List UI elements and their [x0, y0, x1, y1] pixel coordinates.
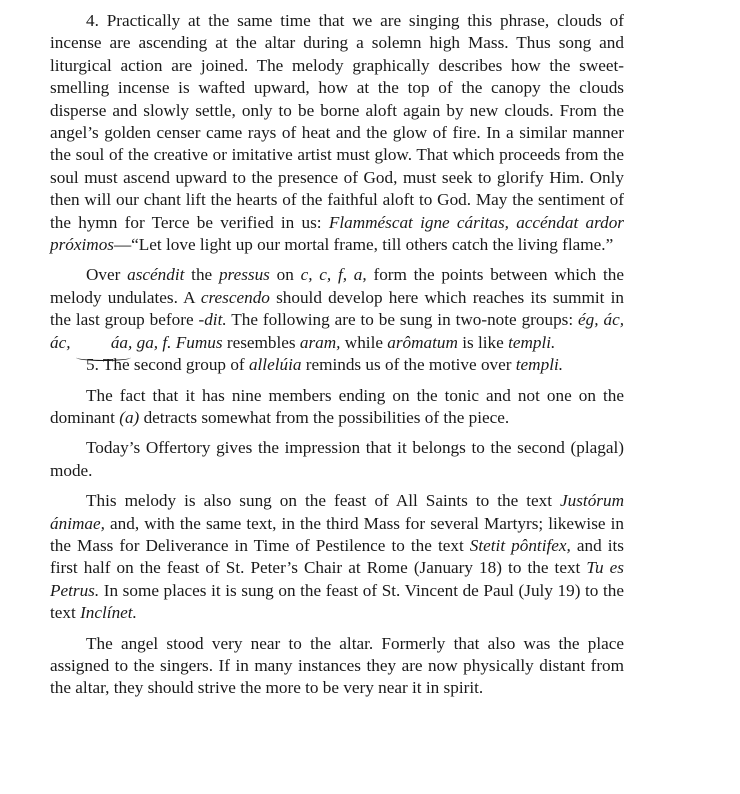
text-run: This melody is also sung on the feast of All Saints to the text [86, 491, 561, 511]
paragraph-offertory: Today’s Offertory gives the impression that it belongs to the second (plagal) mode. [50, 438, 624, 480]
text-run: The second group of [98, 355, 249, 375]
latin-word: allelúia [248, 355, 302, 375]
text-run: the [184, 265, 219, 285]
note-groups: ga, f. [136, 332, 172, 352]
text-run: The fact that it has nine members ending on the tonic and not one on the dominant [50, 385, 624, 427]
text-run: The following are to be sung in two-note groups: [226, 310, 579, 330]
paragraph-number: 4. [86, 11, 99, 30]
latin-word: aram, [299, 332, 341, 352]
text-run: In some places it is sung on the feast of St. Vincent de Paul (July 19) to the text [50, 580, 624, 623]
note-group-slurred: áa, [75, 332, 132, 354]
paragraph-nine-members [50, 385, 624, 430]
text-run: detracts somewhat from the possibilities of the piece. [139, 407, 510, 427]
text-run: resembles [222, 332, 300, 352]
latin-quote: Flamméscat igne cáritas, accéndat ardor próximos [50, 212, 624, 255]
text-run: and its first half on the feast of St. Peter’s Chair at Rome (January 18) to the text [50, 535, 624, 578]
text-run: form the points between which the melody undulates. A [50, 265, 624, 307]
paragraph-number: 5. [86, 355, 99, 375]
latin-text: Tu es Petrus. [50, 558, 624, 600]
text-run: Over [86, 265, 128, 285]
note-names: c, c, f, a, [300, 265, 367, 285]
paragraph-4 [50, 10, 624, 256]
paragraph-text: Practically at the same time that we are singing this phrase, clouds of incense are ascending at the altar during a solemn high Mass. Thus song and liturgical action are joined. The melody graphically describes how the sweet-smelling incense is wafted upward, how at the top of the canopy the clouds disperse and slowly settle, only to be borne aloft again by new clouds. From the angel’s golden censer came rays of heat and the glow of fire. In a similar manner the soul of the creative or imitative artist must glow. That which proceeds from the soul must ascend upward to the presence of God, must seek to glorify Him. Only then will our chant lift the hearts of the faithful aloft to God. May the sentiment of the hymn for Terce be verified in us: [50, 11, 624, 232]
latin-text: Justórum ánimae, [50, 491, 624, 533]
paragraph-text: —“Let love light up our mortal frame, till others catch the living flame.” [113, 235, 614, 255]
syllable: -dit. [198, 310, 227, 330]
text-run: is like [457, 332, 509, 352]
paragraph-5 [50, 354, 624, 376]
text-run: should develop here which reaches its summit in the last group before [50, 287, 624, 330]
latin-text: Inclínet. [80, 603, 137, 623]
paragraph-angel: The angel stood very near to the altar. Formerly that also was the place assigned to the singers. If in many instances they are now physically distant from the altar, they should strive the more to be very near it in spirit. [50, 633, 624, 698]
paragraph-ascendit [50, 264, 624, 354]
note-name: (a) [119, 407, 140, 427]
text-run: while [340, 332, 388, 352]
paragraph-feasts [50, 490, 624, 624]
note-groups: ég, ác, ác, [50, 310, 624, 352]
latin-word: arômatum [387, 332, 458, 352]
term: crescendo [200, 287, 270, 307]
text-run: on [269, 265, 301, 285]
latin-word: ascéndit [127, 265, 185, 285]
latin-word: templi. [515, 355, 564, 375]
term: pressus [218, 265, 270, 285]
text-run: reminds us of the motive over [301, 355, 516, 375]
latin-text: Stetit pôntifex, [469, 535, 571, 555]
latin-word: Fumus [175, 332, 223, 352]
page-body [50, 10, 624, 708]
latin-word: templi. [508, 332, 556, 352]
text-run: and, with the same text, in the third Mass for several Martyrs; likewise in the Mass for Deliverance in Time of Pestilence to the text [50, 513, 624, 555]
